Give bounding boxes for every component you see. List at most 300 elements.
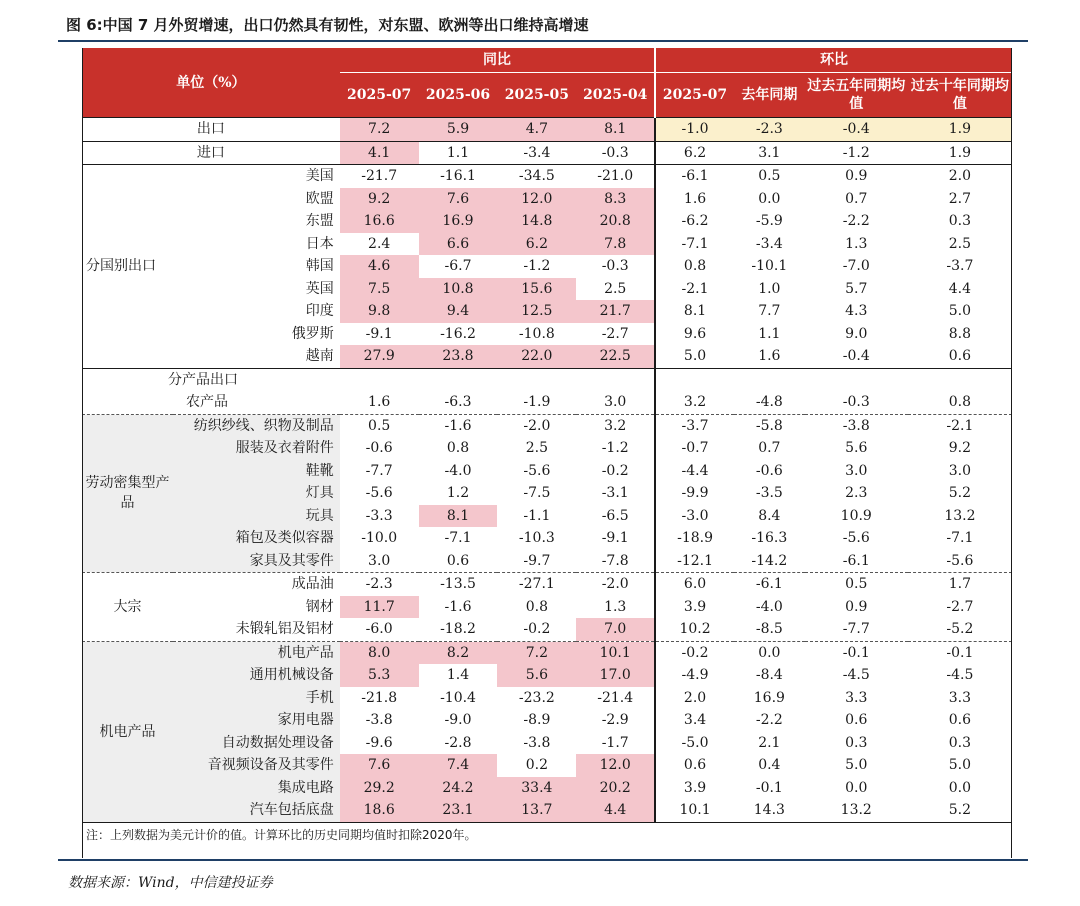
- col-header: 2025-05: [497, 73, 576, 118]
- table-row: [82, 777, 1012, 800]
- table-cell: 7.4: [419, 754, 498, 777]
- table-row: [82, 664, 1012, 687]
- table-cell: 1.0: [758, 280, 781, 297]
- row-label: 农产品: [186, 394, 228, 410]
- table-cell: -3.8: [365, 712, 393, 728]
- col-header: 2025-07: [340, 73, 419, 118]
- table-cell: 5.0: [948, 303, 972, 319]
- table-row: [82, 233, 1012, 256]
- col-header: 过去五年同期均值: [805, 73, 908, 118]
- table-cell: -2.0: [576, 573, 655, 596]
- table-cell: -10.4: [440, 689, 476, 706]
- category-label: 机电产品: [82, 641, 173, 822]
- table-row: [82, 460, 1012, 483]
- table-cell: 0.6: [446, 552, 470, 569]
- table-cell: 5.0: [948, 757, 972, 773]
- row-label: 日本: [305, 235, 334, 252]
- table-cell: -9.9: [655, 482, 734, 505]
- table-cell: 0.7: [758, 440, 781, 456]
- table-row: [82, 754, 1012, 777]
- table-cell: 13.2: [944, 507, 976, 524]
- table-cell: 14.8: [497, 210, 576, 233]
- table-cell: 5.0: [845, 757, 868, 773]
- table-cell: -0.4: [805, 118, 908, 142]
- table-cell: 27.9: [340, 345, 419, 368]
- table-cell: 4.4: [576, 799, 655, 822]
- table-cell: 0.7: [845, 190, 868, 207]
- table-cell: 3.3: [948, 689, 972, 706]
- table-row: [82, 618, 1012, 641]
- table-cell: 8.4: [758, 507, 781, 524]
- table-row: [82, 278, 1012, 301]
- table-cell: -5.6: [365, 485, 393, 501]
- section-label: 分产品出口: [82, 368, 340, 391]
- table-cell: -23.2: [518, 689, 555, 706]
- table-cell: 5.0: [655, 345, 734, 368]
- figure-title: 图 6:中国 7 月外贸增速，出口仍然具有韧性，对东盟、欧洲等出口维持高增速: [66, 16, 589, 34]
- table-cell: -3.4: [755, 235, 783, 252]
- table-cell: 22.5: [576, 345, 655, 368]
- table-cell: -0.1: [805, 641, 908, 664]
- mom-group-header: 环比: [655, 48, 1012, 73]
- table-cell: -21.4: [597, 689, 634, 706]
- table-cell: -6.1: [655, 165, 734, 188]
- table-cell: 15.6: [497, 278, 576, 301]
- table-cell: 7.0: [576, 618, 655, 641]
- table-cell: [734, 368, 805, 391]
- table-cell: 2.5: [525, 440, 548, 456]
- table-cell: 0.2: [525, 757, 548, 773]
- table-row: [82, 165, 1012, 188]
- table-cell: -1.2: [523, 258, 551, 274]
- table-cell: -4.5: [946, 667, 974, 683]
- table-cell: 33.4: [497, 777, 576, 800]
- table-cell: -4.4: [655, 460, 734, 483]
- table-cell: 3.9: [655, 596, 734, 619]
- category-label: 分国别出口: [82, 165, 173, 369]
- table-row: [82, 345, 1012, 368]
- row-label: 音视频设备及其零件: [173, 754, 340, 777]
- table-cell: -5.0: [655, 732, 734, 755]
- table-cell: -2.0: [497, 414, 576, 437]
- table-cell: -6.3: [444, 394, 472, 410]
- row-label: 鞋靴: [173, 460, 340, 483]
- table-cell: -8.5: [755, 621, 783, 637]
- table-cell: -14.2: [751, 552, 788, 569]
- table-cell: 1.2: [446, 485, 470, 501]
- table-cell: 12.0: [576, 754, 655, 777]
- table-cell: -34.5: [497, 165, 576, 188]
- table-cell: 10.2: [655, 618, 734, 641]
- table-cell: -4.8: [755, 394, 783, 410]
- table-cell: -16.3: [751, 530, 788, 546]
- table-row: [82, 822, 1012, 847]
- table-cell: -5.6: [946, 552, 974, 569]
- row-label: 未锻轧铝及铝材: [235, 621, 334, 637]
- table-cell: -9.7: [523, 552, 551, 569]
- category-label: 劳动密集型产品: [82, 414, 173, 573]
- col-header: 去年同期: [734, 73, 805, 118]
- table-row: [82, 573, 1012, 596]
- table-cell: 1.6: [655, 188, 734, 211]
- table-cell: -2.1: [655, 278, 734, 301]
- table-cell: -5.6: [523, 462, 551, 479]
- table-cell: -1.2: [601, 440, 629, 456]
- table-cell: -27.1: [497, 573, 576, 596]
- table-cell: 13.2: [840, 802, 872, 818]
- table-cell: -2.7: [601, 325, 629, 342]
- table-row: [82, 732, 1012, 755]
- table-cell: 12.0: [497, 188, 576, 211]
- table-cell: -0.3: [842, 394, 870, 410]
- table-cell: 2.0: [908, 165, 1012, 188]
- table-cell: 1.3: [845, 235, 868, 252]
- table-cell: 4.7: [497, 118, 576, 142]
- table-cell: 5.9: [419, 118, 498, 142]
- table-cell: 0.3: [845, 734, 868, 751]
- table-cell: 11.7: [340, 596, 419, 619]
- row-label: 机电产品: [173, 641, 340, 664]
- row-label: 美国: [173, 165, 340, 188]
- top-rule: [58, 40, 1028, 42]
- table-cell: 22.0: [497, 345, 576, 368]
- table-cell: 23.1: [419, 799, 498, 822]
- table-cell: -8.4: [755, 667, 783, 683]
- table-cell: -2.2: [755, 712, 783, 728]
- table-cell: 14.3: [753, 802, 785, 818]
- table-row: [82, 437, 1012, 460]
- table-cell: 16.9: [753, 689, 785, 706]
- table-cell: 7.6: [340, 754, 419, 777]
- table-cell: 0.8: [655, 255, 734, 278]
- table-cell: 12.5: [497, 300, 576, 323]
- table-cell: -1.9: [523, 394, 551, 410]
- table-cell: 0.9: [805, 165, 908, 188]
- table-cell: 3.2: [576, 414, 655, 437]
- table-cell: 4.3: [845, 303, 868, 319]
- table-cell: 18.6: [340, 799, 419, 822]
- table-cell: -1.7: [601, 734, 629, 751]
- table-cell: 2.5: [604, 280, 627, 297]
- table-cell: -0.3: [576, 141, 655, 165]
- table-cell: -9.1: [365, 325, 393, 342]
- table-row: [82, 550, 1012, 573]
- table-cell: [497, 368, 576, 391]
- table-cell: -18.9: [655, 527, 734, 550]
- table-row: [82, 210, 1012, 233]
- table-cell: [419, 368, 498, 391]
- table-cell: 7.2: [497, 641, 576, 664]
- table-cell: -0.2: [655, 641, 734, 664]
- table-cell: 6.6: [419, 233, 498, 256]
- table-cell: 3.2: [655, 391, 734, 414]
- table-cell: -0.2: [523, 621, 551, 637]
- row-label: 英国: [305, 280, 334, 297]
- table-cell: -4.0: [444, 462, 472, 479]
- table-cell: 0.4: [758, 757, 781, 773]
- table-cell: 3.3: [845, 689, 868, 706]
- table-cell: 8.1: [419, 505, 498, 528]
- table-cell: 0.0: [734, 641, 805, 664]
- table-cell: 0.6: [655, 754, 734, 777]
- table-cell: -3.1: [601, 485, 629, 501]
- table-row: [82, 505, 1012, 528]
- table-row: [82, 414, 1012, 437]
- table-cell: -3.5: [755, 485, 783, 501]
- table-cell: -3.0: [655, 505, 734, 528]
- table-cell: -2.3: [734, 118, 805, 142]
- table-cell: 9.2: [948, 440, 972, 456]
- table-cell: -9.0: [444, 712, 472, 728]
- table-cell: -5.6: [842, 530, 870, 546]
- table-cell: -6.7: [444, 258, 472, 274]
- table-cell: 8.8: [948, 325, 972, 342]
- table-cell: 9.6: [655, 323, 734, 346]
- table-cell: -6.1: [842, 552, 870, 569]
- table-cell: 3.4: [655, 709, 734, 732]
- table-cell: 0.8: [525, 598, 548, 615]
- col-header: 2025-06: [419, 73, 498, 118]
- row-label: 手机: [173, 687, 340, 710]
- table-cell: -3.7: [946, 258, 974, 274]
- table-cell: 4.4: [948, 280, 972, 297]
- table-cell: [576, 368, 655, 391]
- row-label: 欧盟: [305, 190, 334, 207]
- table-row: [82, 687, 1012, 710]
- table-cell: 3.0: [948, 462, 972, 479]
- table-cell: 0.0: [845, 779, 868, 796]
- table-cell: -4.0: [755, 598, 783, 615]
- table-cell: 2.1: [758, 734, 781, 751]
- table-cell: 1.4: [446, 667, 470, 683]
- table-cell: 7.5: [340, 278, 419, 301]
- table-cell: 10.9: [840, 507, 872, 524]
- table-cell: 5.2: [948, 802, 972, 818]
- table-cell: 1.6: [368, 394, 391, 410]
- table-cell: 5.6: [845, 440, 868, 456]
- table-cell: -6.5: [601, 507, 629, 524]
- table-cell: 1.1: [758, 325, 781, 342]
- table-cell: 20.2: [576, 777, 655, 800]
- table-cell: 9.0: [845, 325, 868, 342]
- table-cell: 10.1: [576, 641, 655, 664]
- table-cell: -3.8: [805, 414, 908, 437]
- table-cell: 2.4: [368, 235, 391, 252]
- table-cell: 6.2: [497, 233, 576, 256]
- row-label: 自动数据处理设备: [173, 732, 340, 755]
- table-cell: -2.9: [601, 712, 629, 728]
- table-row: [82, 255, 1012, 278]
- table-cell: 1.3: [604, 598, 627, 615]
- table-cell: 8.1: [576, 118, 655, 142]
- table-cell: 6.0: [655, 573, 734, 596]
- table-cell: -0.1: [755, 779, 783, 796]
- table-cell: 0.9: [845, 598, 868, 615]
- table-cell: 7.2: [340, 118, 419, 142]
- table-cell: 2.0: [655, 687, 734, 710]
- table-cell: 0.5: [734, 165, 805, 188]
- table-cell: -16.1: [419, 165, 498, 188]
- source-note: 数据来源：Wind，中信建投证券: [68, 875, 273, 891]
- row-label: 进口: [82, 141, 340, 165]
- table-cell: 16.9: [419, 210, 498, 233]
- table-cell: [805, 368, 908, 391]
- row-label: 印度: [305, 303, 334, 319]
- row-label: 灯具: [173, 482, 340, 505]
- table-cell: [655, 368, 734, 391]
- table-cell: 0.3: [948, 734, 972, 751]
- table-row: [82, 482, 1012, 505]
- row-label: 东盟: [305, 213, 334, 229]
- table-cell: -5.9: [755, 213, 783, 229]
- table-cell: -2.7: [946, 598, 974, 615]
- table-cell: 29.2: [340, 777, 419, 800]
- table-row: [82, 391, 1012, 414]
- table-cell: 0.0: [758, 190, 781, 207]
- table-cell: 2.7: [948, 190, 972, 207]
- table-cell: 17.0: [576, 664, 655, 687]
- table-cell: 1.6: [758, 348, 781, 364]
- table-row: [82, 799, 1012, 822]
- row-label: 越南: [305, 348, 334, 364]
- table-cell: -10.3: [518, 530, 555, 546]
- table-cell: -7.5: [523, 485, 551, 501]
- table-cell: -13.5: [419, 573, 498, 596]
- table-cell: -21.0: [576, 165, 655, 188]
- col-header: 2025-04: [576, 73, 655, 118]
- table-cell: 3.1: [734, 141, 805, 165]
- table-cell: -7.7: [842, 621, 870, 637]
- table-cell: -10.0: [361, 530, 398, 546]
- table-cell: -10.8: [518, 325, 555, 342]
- table-cell: 0.6: [948, 348, 972, 364]
- table-row: [82, 596, 1012, 619]
- row-label: 出口: [82, 118, 340, 142]
- table-row: [82, 118, 1012, 142]
- table-cell: 9.2: [340, 188, 419, 211]
- row-label: 家具及其零件: [173, 550, 340, 573]
- table-cell: -0.1: [908, 641, 1012, 664]
- bottom-rule: [58, 859, 1028, 861]
- table-cell: 10.1: [655, 799, 734, 822]
- table-cell: -2.2: [842, 213, 870, 229]
- table-cell: -7.1: [655, 233, 734, 256]
- row-label: 玩具: [173, 505, 340, 528]
- row-label: 汽车包括底盘: [173, 799, 340, 822]
- table-cell: 0.6: [948, 712, 972, 728]
- category-label: 大宗: [82, 573, 173, 642]
- table-cell: 3.0: [845, 462, 868, 479]
- table-cell: -1.6: [444, 598, 472, 615]
- table-cell: 7.7: [758, 303, 781, 319]
- table-cell: -3.8: [523, 734, 551, 751]
- row-label: 韩国: [305, 258, 334, 274]
- table-cell: -9.6: [365, 734, 393, 751]
- table-cell: -2.8: [444, 734, 472, 751]
- table-row: [82, 527, 1012, 550]
- table-note: 注：上列数据为美元计价的值。计算环比的历史同期均值时扣除2020年。: [82, 822, 1012, 847]
- table-cell: -1.1: [523, 507, 551, 524]
- table-cell: 4.1: [340, 141, 419, 165]
- table-row: [82, 188, 1012, 211]
- row-label: 纺织纱线、织物及制品: [173, 414, 340, 437]
- table-cell: 5.2: [948, 485, 972, 501]
- table-cell: 2.5: [948, 235, 972, 252]
- table-cell: 3.0: [604, 394, 627, 410]
- table-cell: -0.4: [842, 348, 870, 364]
- table-cell: -1.2: [805, 141, 908, 165]
- table-cell: -18.2: [440, 621, 476, 637]
- table-cell: 6.2: [655, 141, 734, 165]
- table-cell: 1.1: [419, 141, 498, 165]
- table-cell: -7.8: [601, 552, 629, 569]
- yoy-group-header: 同比: [340, 48, 655, 73]
- row-label: 通用机械设备: [173, 664, 340, 687]
- row-label: 服装及衣着附件: [173, 437, 340, 460]
- col-header: 过去十年同期均值: [908, 73, 1012, 118]
- table-cell: -8.9: [523, 712, 551, 728]
- table-cell: 0.8: [446, 440, 470, 456]
- table-cell: 10.8: [419, 278, 498, 301]
- table-cell: 13.7: [497, 799, 576, 822]
- table-cell: -0.6: [755, 462, 783, 479]
- table-cell: 2.3: [845, 485, 868, 501]
- table-cell: 3.0: [368, 552, 391, 569]
- table-row: [82, 141, 1012, 165]
- table-body: [82, 118, 1012, 847]
- table-cell: -1.0: [655, 118, 734, 142]
- table-cell: -6.2: [655, 210, 734, 233]
- table-cell: 0.3: [948, 213, 972, 229]
- table-cell: -6.0: [365, 621, 393, 637]
- table-cell: 1.9: [908, 141, 1012, 165]
- row-label: 俄罗斯: [291, 325, 334, 342]
- table-cell: -10.1: [751, 258, 788, 274]
- table-cell: -4.9: [655, 664, 734, 687]
- table-cell: 20.8: [576, 210, 655, 233]
- table-cell: 8.2: [419, 641, 498, 664]
- table-cell: -3.4: [497, 141, 576, 165]
- table-cell: -4.5: [842, 667, 870, 683]
- table-cell: 7.6: [419, 188, 498, 211]
- table-cell: -5.2: [946, 621, 974, 637]
- table-cell: -0.3: [601, 258, 629, 274]
- table-cell: -7.1: [946, 530, 974, 546]
- trade-growth-table: [82, 48, 1012, 847]
- table-cell: -5.8: [734, 414, 805, 437]
- row-label: 集成电路: [173, 777, 340, 800]
- col-header: 2025-07: [655, 73, 734, 118]
- table-cell: -21.8: [361, 689, 398, 706]
- row-label: 钢材: [305, 598, 334, 615]
- table-cell: 1.9: [908, 118, 1012, 142]
- table-cell: -7.0: [842, 258, 870, 274]
- table-row: [82, 300, 1012, 323]
- table-cell: 8.3: [576, 188, 655, 211]
- table-cell: 7.8: [576, 233, 655, 256]
- table-cell: 5.3: [340, 664, 419, 687]
- table-cell: -2.1: [908, 414, 1012, 437]
- table-row: [82, 323, 1012, 346]
- table-cell: 9.4: [419, 300, 498, 323]
- row-label: 家用电器: [173, 709, 340, 732]
- table-cell: 0.8: [948, 394, 972, 410]
- table-row: [82, 368, 1012, 391]
- table-cell: 21.7: [576, 300, 655, 323]
- table-cell: 0.5: [805, 573, 908, 596]
- table-cell: 5.6: [497, 664, 576, 687]
- table-cell: -21.7: [340, 165, 419, 188]
